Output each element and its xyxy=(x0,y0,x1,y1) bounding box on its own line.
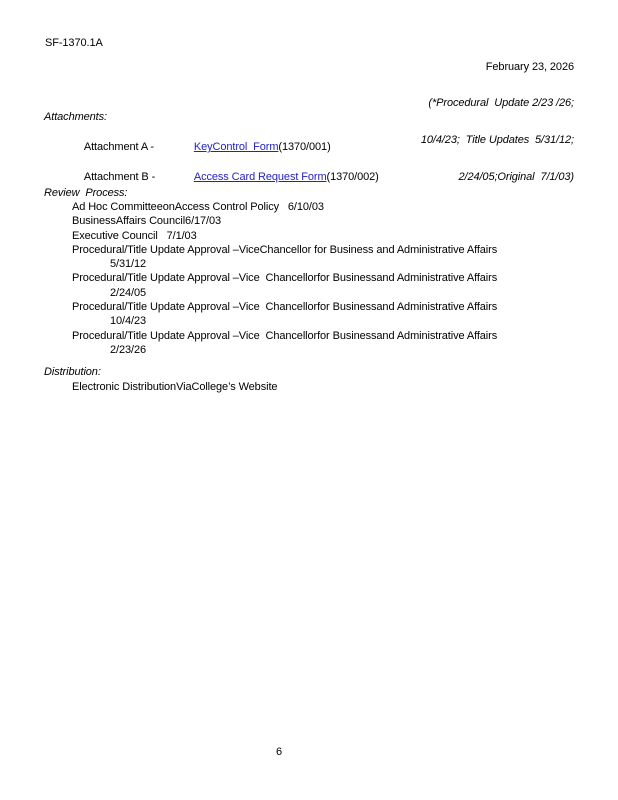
header-date-block xyxy=(421,36,574,208)
review-line-date: 2/23/26 xyxy=(110,343,147,356)
form-number: SF-1370.1A xyxy=(45,37,103,49)
attachment-b-form-code: (1370/002) xyxy=(326,171,379,183)
review-line-date: 5/31/12 xyxy=(110,258,147,271)
key-control-form-link[interactable]: KeyControl Form xyxy=(193,141,279,153)
distribution-heading: Distribution: xyxy=(44,366,101,378)
attachment-a-form-code: (1370/001) xyxy=(278,141,331,153)
review-line: Ad Hoc CommitteeonAccess Control Policy 6/10/03 xyxy=(72,201,324,213)
review-line: Procedural/Title Update Approval –Vice Chancellorfor Businessand Administrative Affairs xyxy=(72,301,498,314)
attachments-heading: Attachments: xyxy=(44,111,107,123)
review-line: Procedural/Title Update Approval –ViceChancellor for Business and Administrative Affairs xyxy=(72,243,498,256)
revision-note-line-2: 10/4/23; Title Updates 5/31/12; xyxy=(420,134,574,147)
review-line: Procedural/Title Update Approval –Vice Chancellorfor Businessand Administrative Affairs xyxy=(72,272,498,285)
review-process-list xyxy=(0,200,618,357)
review-line: Procedural/Title Update Approval –Vice Chancellorfor Businessand Administrative Affairs xyxy=(72,329,498,342)
review-line-date: 10/4/23 xyxy=(110,315,147,328)
review-line: Executive Council 7/1/03 xyxy=(72,229,197,242)
revision-note-line-1: (*Procedural Update 2/23 /26; xyxy=(428,97,574,110)
attachment-b-label: Attachment B - xyxy=(83,171,159,183)
review-process-heading: Review Process: xyxy=(44,187,128,199)
header-date: February 23, 2026 xyxy=(485,60,574,73)
attachment-a-label: Attachment A - xyxy=(83,141,157,153)
distribution-line: Electronic DistributionViaCollege’s Website xyxy=(72,381,278,393)
page-number: 6 xyxy=(276,746,283,758)
access-card-request-form-link[interactable]: Access Card Request Form xyxy=(193,171,327,183)
review-line-date: 2/24/05 xyxy=(110,286,147,299)
review-line: BusinessAffairs Council6/17/03 xyxy=(72,215,222,228)
revision-note-line-3: 2/24/05;Original 7/1/03) xyxy=(458,171,574,184)
